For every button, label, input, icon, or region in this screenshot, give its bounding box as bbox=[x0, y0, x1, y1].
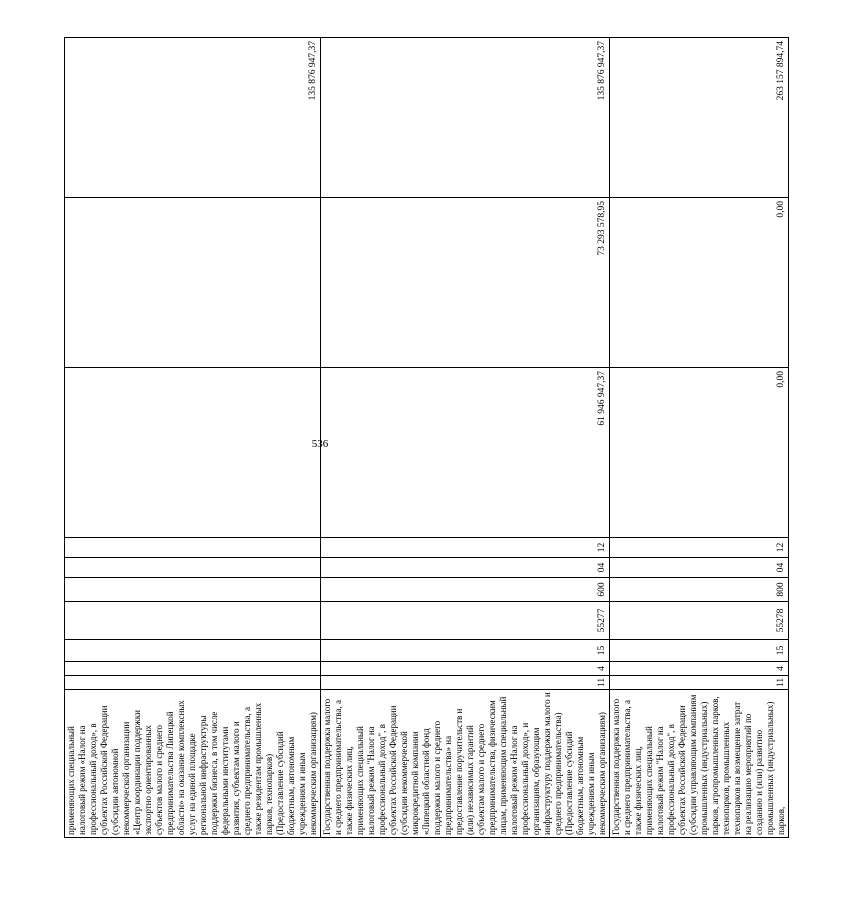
value-cell: 61 946 947,37 bbox=[321, 368, 610, 538]
row-description: Государственная поддержка малого и среднего предпринимательства, а также физических лиц, применяющих специальный налоговый режим "Налог на профессиональный доход", в субъектах Российской Федерации (субсидии некоммерческой микрокредитной компании «Липецкий областной фонд поддержки малого и среднего предпринимательства» на предоставление поручительств и (или) независимых гарантий субъектам малого и среднего предпринимательства, физическим лицам, применяющим специальный налоговый режим «Налог на профессиональный доход», и организациям, образующим инфраструктуру поддержки малого и среднего предпринимательства) (Предоставление субсидий бюджетным, автономным учреждениям и иным некоммерческим организациям) bbox=[321, 690, 610, 838]
code-cell bbox=[65, 602, 321, 640]
value-cell: 263 157 894,74 bbox=[610, 38, 789, 198]
table-row bbox=[65, 38, 321, 838]
code-cell: 15 bbox=[321, 640, 610, 662]
code-cell: 4 bbox=[321, 662, 610, 676]
code-cell: 4 bbox=[610, 662, 789, 676]
code-cell: 800 bbox=[610, 578, 789, 602]
value-cell bbox=[65, 368, 321, 538]
code-cell: 04 bbox=[610, 558, 789, 578]
value-cell: 0,00 bbox=[610, 368, 789, 538]
budget-table bbox=[64, 37, 789, 838]
code-cell bbox=[65, 640, 321, 662]
code-cell bbox=[65, 538, 321, 558]
code-cell: 15 bbox=[610, 640, 789, 662]
code-cell: 12 bbox=[321, 538, 610, 558]
value-cell: 135 876 947,37 bbox=[321, 38, 610, 198]
value-cell bbox=[65, 198, 321, 368]
code-cell bbox=[65, 676, 321, 690]
code-cell: 04 bbox=[321, 558, 610, 578]
code-cell: 600 bbox=[321, 578, 610, 602]
row-description: применяющих специальный налоговый режим «Налог на профессиональный доход», в субъектах Российской Федерации (субсидии автономной некоммерческой организации «Центр координации поддержки экспортно ориентированных субъектов малого и среднего предпринимательства Липецкой области» на оказание комплексных услуг на единой площадке региональной инфраструктуры поддержки бизнеса, в том числе федеральными институтами развития, субъектам малого и среднего предпринимательства, а также резидентам промышленных парков, технопарков) (Предоставление субсидий бюджетным, автономным учреждениям и иным некоммерческим организациям) bbox=[65, 690, 321, 838]
table-row bbox=[610, 38, 789, 838]
code-cell: 55277 bbox=[321, 602, 610, 640]
rotated-table-area bbox=[64, 38, 864, 835]
page-number: 536 bbox=[311, 438, 329, 450]
code-cell: 12 bbox=[610, 538, 789, 558]
code-cell bbox=[65, 578, 321, 602]
code-cell bbox=[65, 558, 321, 578]
value-cell: 73 293 578,95 bbox=[321, 198, 610, 368]
code-cell: 11 bbox=[321, 676, 610, 690]
value-cell: 0,00 bbox=[610, 198, 789, 368]
row-description: Государственная поддержка малого и среднего предпринимательства, а также физических лиц, применяющих специальный налоговый режим "Налог на профессиональный доход", в субъектах Российской Федерации (субсидии управляющим компаниям промышленных (индустриальных) парков, агропромышленных парков, технопарков, промышленных технопарков на возмещение затрат на реализацию мероприятий по созданию и (или) развитию промышленных (индустриальных) парков, bbox=[610, 690, 789, 838]
value-cell: 135 876 947,37 bbox=[65, 38, 321, 198]
code-cell: 11 bbox=[610, 676, 789, 690]
table-row bbox=[321, 38, 610, 838]
code-cell bbox=[65, 662, 321, 676]
code-cell: 55278 bbox=[610, 602, 789, 640]
